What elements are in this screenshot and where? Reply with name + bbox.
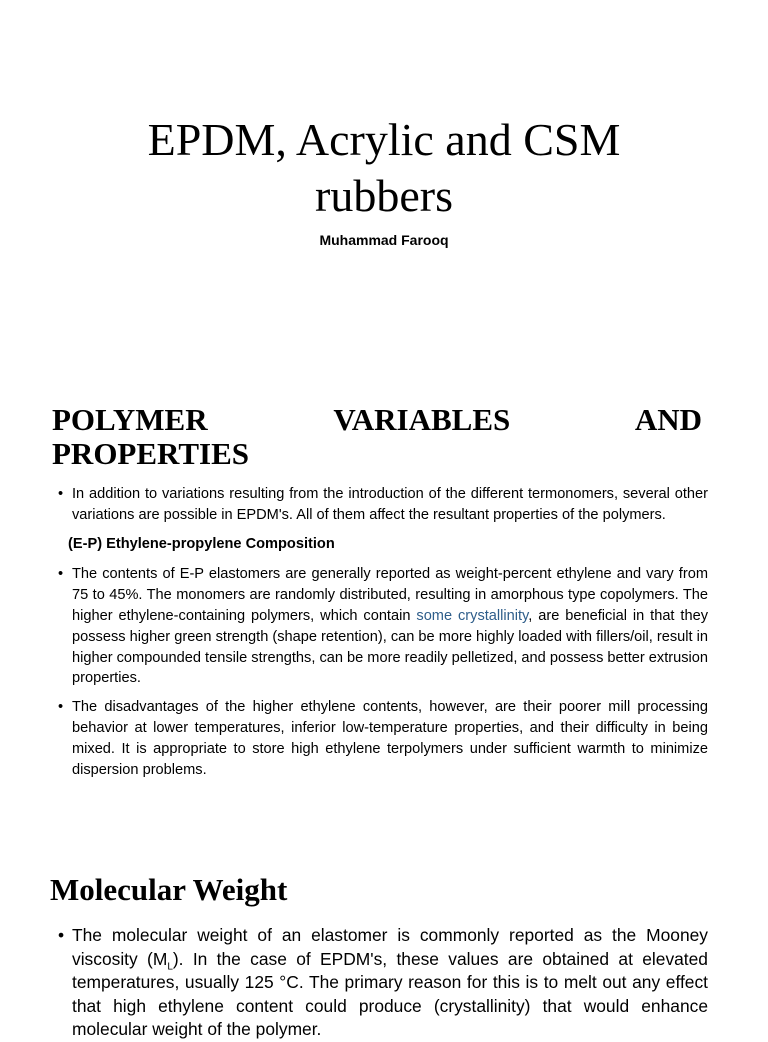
title-line-1: EPDM, Acrylic and CSM	[147, 114, 621, 165]
polymer-bullet-list-2	[58, 564, 708, 780]
list-item	[58, 484, 708, 526]
molecular-weight-content	[58, 924, 708, 1042]
ep-composition-subheading: (E-P) Ethylene-propylene Composition	[68, 535, 335, 552]
bullet-text-mooney: The molecular weight of an elastomer is commonly reported as the Mooney viscosity (M	[72, 925, 708, 969]
bullet-text-ep-contents-cont: , are beneficial in that they possess higher green strength (shape retention), can be more highly loaded with fillers/oil, result in higher compounded tensile strengths, can be more readily pelletized, and possess better extrusion properties.	[72, 607, 709, 687]
bullet-icon: •	[58, 925, 65, 945]
title-line-2: rubbers	[315, 170, 453, 221]
bullet-text-variations: In addition to variations resulting from the introduction of the different termonomers, several other variations are possible in EPDM's. All of them affect the resultant properties of the polymers.	[72, 486, 708, 523]
bullet-icon: •	[58, 486, 64, 502]
presentation-title	[0, 112, 768, 224]
molecular-weight-heading: Molecular Weight	[50, 872, 288, 907]
polymer-heading	[52, 402, 702, 471]
title-slide	[0, 0, 768, 420]
list-item	[58, 564, 708, 689]
author-name: Muhammad Farooq	[319, 232, 449, 248]
polymer-heading-line-2: PROPERTIES	[52, 436, 250, 471]
mooney-subscript: L	[167, 960, 173, 972]
bullet-icon: •	[58, 566, 64, 583]
bullet-text-ep-contents: The contents of E-P elastomers are generally reported as weight-percent ethylene and vary from 75 to 45%. The monomers are randomly distributed, resulting in amorphous type copolymers. The higher ethylene-containing polymers, which contain	[72, 566, 708, 624]
bullet-text-mooney-cont: ). In the case of EPDM's, these values are obtained at elevated temperatures, usually 125 °C. The primary reason for this is to melt out any effect that high ethylene content could produce (crystallinity) that would enhance molecular weight of the polymer.	[72, 948, 708, 1039]
polymer-heading-line-1: POLYMER VARIABLES AND	[52, 402, 702, 437]
polymer-bullet-list-1	[58, 484, 708, 526]
bullet-text-disadvantages: The disadvantages of the higher ethylene contents, however, are their poorer mill processing behavior at lower temperatures, inferior low-temperature properties, and their difficulty in being mixed. It is appropriate to store high ethylene terpolymers under sufficient warmth to minimize dispersion problems.	[72, 699, 708, 778]
polymer-variables-slide	[0, 402, 768, 850]
molecular-weight-bullet-list	[58, 924, 708, 1042]
list-item	[58, 697, 708, 780]
polymer-content	[58, 484, 708, 788]
bullet-icon: •	[58, 699, 64, 716]
crystallinity-link[interactable]: some crystallinity	[416, 607, 529, 624]
list-item	[58, 924, 708, 1042]
molecular-weight-slide	[0, 850, 768, 1039]
